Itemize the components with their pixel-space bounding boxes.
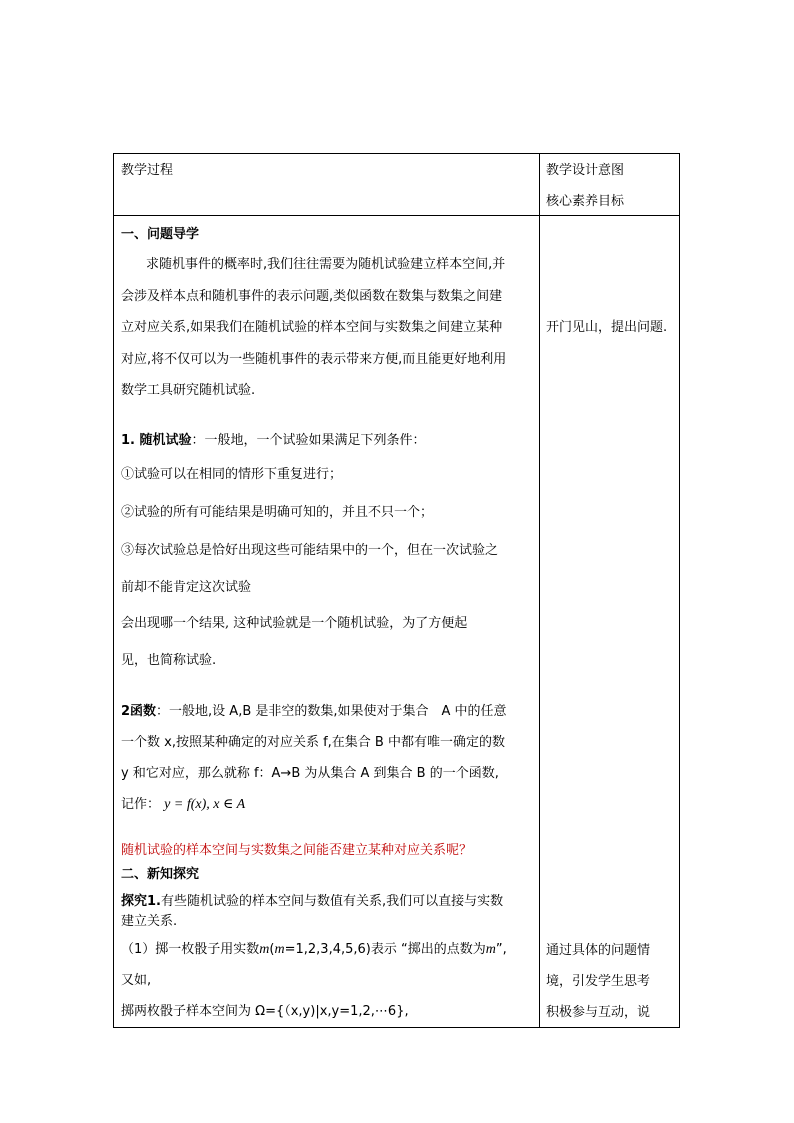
condition-3c: 会出现哪一个结果, 这种试验就是一个随机试验，为了方便起: [121, 616, 468, 631]
notation-label: 记作：: [121, 797, 161, 812]
explore-label: 探究1.: [121, 894, 161, 909]
example-1-text-d: ”,: [495, 942, 507, 957]
also-text: 又如,: [121, 973, 152, 988]
example-1-text-b: (: [269, 942, 275, 957]
header-divider: [113, 215, 680, 216]
example-1-text-a: （1）掷一枚骰子用实数: [121, 942, 260, 957]
explore-line-2: 建立关系.: [121, 914, 178, 929]
explore-text-a: 有些随机试验的样本空间与数值有关系,我们可以直接与实数: [160, 894, 504, 909]
intro-line-1: 求随机事件的概率时,我们往往需要为随机试验建立样本空间,并: [146, 257, 506, 272]
example-1-text-c: =1,2,3,4,5,6)表示 “掷出的点数为: [284, 942, 486, 957]
guiding-question: 随机试验的样本空间与实数集之间能否建立某种对应关系呢？: [121, 843, 473, 858]
example-1: [121, 942, 507, 958]
intro-line-3: 立对应关系,如果我们在随机试验的样本空间与实数集之间建立某种: [121, 320, 503, 335]
var-m-1: m: [259, 942, 270, 957]
intent-1: 开门见山，提出问题.: [546, 320, 668, 335]
header-design-intent: 教学设计意图: [546, 163, 625, 178]
explore-line-1: [121, 894, 503, 910]
var-m-2: m: [274, 942, 285, 957]
intent-2-line-1: 通过具体的问题情: [546, 943, 651, 958]
section-title-2: 二、新知探究: [121, 867, 200, 882]
header-core-literacy: 核心素养目标: [546, 194, 625, 209]
item1-label: 1. 随机试验: [121, 433, 192, 448]
column-divider: [539, 153, 540, 1028]
item1-text: ：一般地，一个试验如果满足下列条件：: [191, 433, 426, 448]
function-formula: y = f(x), x ∈ A: [164, 797, 246, 812]
intent-2-line-2: 境，引发学生思考: [546, 974, 651, 989]
item2-label: 2函数: [121, 704, 157, 719]
item1-line: [121, 433, 426, 449]
intro-line-5: 数学工具研究随机试验.: [121, 383, 256, 398]
item2-line-3: y 和它对应，那么就称 f：A→B 为从集合 A 到集合 B 的一个函数,: [121, 766, 499, 781]
item2-line-4: [121, 797, 245, 813]
intro-line-2: 会涉及样本点和随机事件的表示问题,类似函数在数集与数集之间建: [121, 289, 503, 304]
two-dice-sample-space: 掷两枚骰子样本空间为 Ω={（x,y)|x,y=1,2,⋯6},: [121, 1004, 409, 1019]
item2-line-1: [121, 704, 507, 720]
header-teaching-process: 教学过程: [121, 163, 174, 178]
section-title-1: 一、问题导学: [121, 227, 200, 242]
condition-2: ②试验的所有可能结果是明确可知的，并且不只一个；: [121, 505, 434, 520]
condition-3b: 前却不能肯定这次试验: [121, 580, 252, 595]
condition-3a: ③每次试验总是恰好出现这些可能结果中的一个，但在一次试验之: [121, 543, 499, 558]
condition-1: ①试验可以在相同的情形下重复进行；: [121, 467, 343, 482]
condition-3d: 见，也简称试验.: [121, 653, 217, 668]
item2-text-a: ：一般地,设 A,B 是非空的数集,如果使对于集合 A 中的任意: [156, 704, 507, 719]
intro-line-4: 对应,将不仅可以为一些随机事件的表示带来方便,而且能更好地利用: [121, 352, 507, 367]
intent-2-line-3: 积极参与互动，说: [546, 1005, 651, 1020]
item2-line-2: 一个数 x,按照某种确定的对应关系 f,在集合 B 中都有唯一确定的数: [121, 735, 505, 750]
var-m-3: m: [485, 942, 496, 957]
